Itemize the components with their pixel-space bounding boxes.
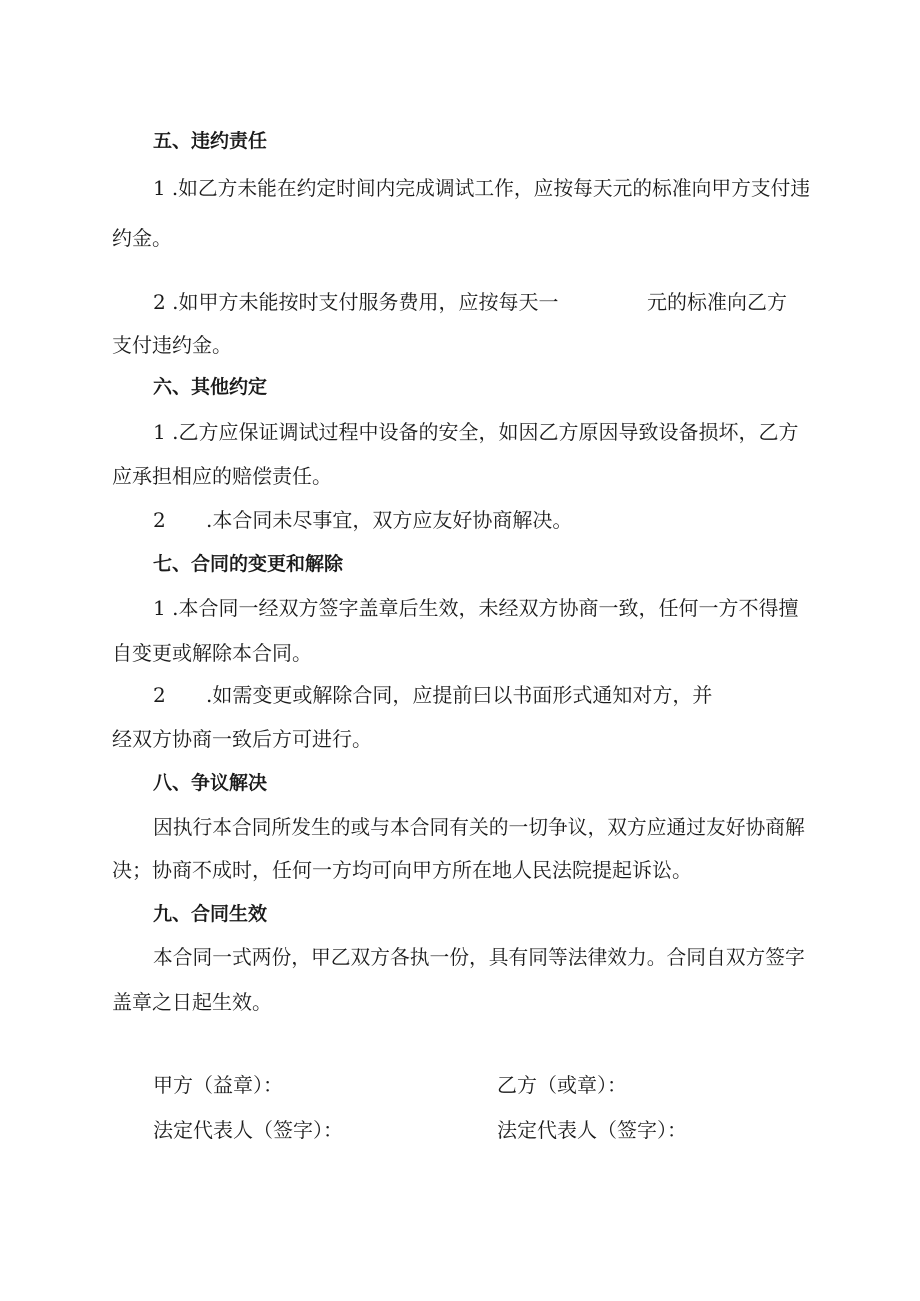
- section-5-item-1-line-1: 1 .如乙方未能在约定时间内完成调试工作，应按每天元的标准向甲方支付违: [153, 177, 811, 200]
- party-b-seal-label: 乙方（或章）：: [497, 1073, 627, 1097]
- section-7-item-1-line-2: 自变更或解除本合同。: [112, 641, 312, 665]
- section-8-line-2: 决；协商不成时，任何一方均可向甲方所在地人民法院提起诉讼。: [112, 858, 692, 882]
- section-7-item-2-number: 2: [153, 683, 166, 707]
- section-9-heading: 九、合同生效: [153, 903, 268, 925]
- section-9-line-1: 本合同一式两份，甲乙双方各执一份，具有同等法律效力。合同自双方签字: [153, 946, 805, 969]
- section-6-heading: 六、其他约定: [153, 376, 268, 398]
- party-a-representative-label: 法定代表人（签字）：: [153, 1118, 343, 1142]
- section-5-item-2-part-1: 2 .如甲方未能按时支付服务费用，应按每天一: [153, 290, 559, 314]
- section-6-item-1-line-1: 1 .乙方应保证调试过程中设备的安全，如因乙方原因导致设备损坏，乙方: [153, 420, 799, 444]
- section-5-item-2-part-2: 元的标准向乙方: [647, 290, 787, 314]
- section-5-heading: 五、违约责任: [153, 130, 268, 152]
- section-8-line-1: 因执行本合同所发生的或与本合同有关的一切争议，双方应通过友好协商解: [153, 816, 805, 839]
- section-7-item-2-text: .如需变更或解除合同，应提前曰以书面形式通知对方，并: [206, 683, 713, 707]
- section-9-line-2: 盖章之日起生效。: [112, 990, 272, 1014]
- section-7-item-1-line-1: 1 .本合同一经双方签字盖章后生效，未经双方协商一致，任何一方不得擅: [153, 596, 799, 620]
- section-5-item-1-line-2: 约金。: [112, 226, 172, 250]
- section-6-item-1-line-2: 应承担相应的赔偿责任。: [112, 464, 332, 488]
- section-6-item-2-text: .本合同未尽事宜，双方应友好协商解决。: [206, 508, 573, 532]
- party-a-seal-label: 甲方（益章）：: [153, 1073, 283, 1097]
- section-6-item-2-number: 2: [153, 508, 166, 532]
- section-7-heading: 七、合同的变更和解除: [153, 553, 344, 575]
- party-b-representative-label: 法定代表人（签字）：: [497, 1118, 687, 1142]
- section-8-heading: 八、争议解决: [153, 772, 268, 794]
- section-7-item-2-line-2: 经双方协商一致后方可进行。: [112, 727, 372, 751]
- section-5-item-2-line-2: 支付违约金。: [112, 333, 232, 357]
